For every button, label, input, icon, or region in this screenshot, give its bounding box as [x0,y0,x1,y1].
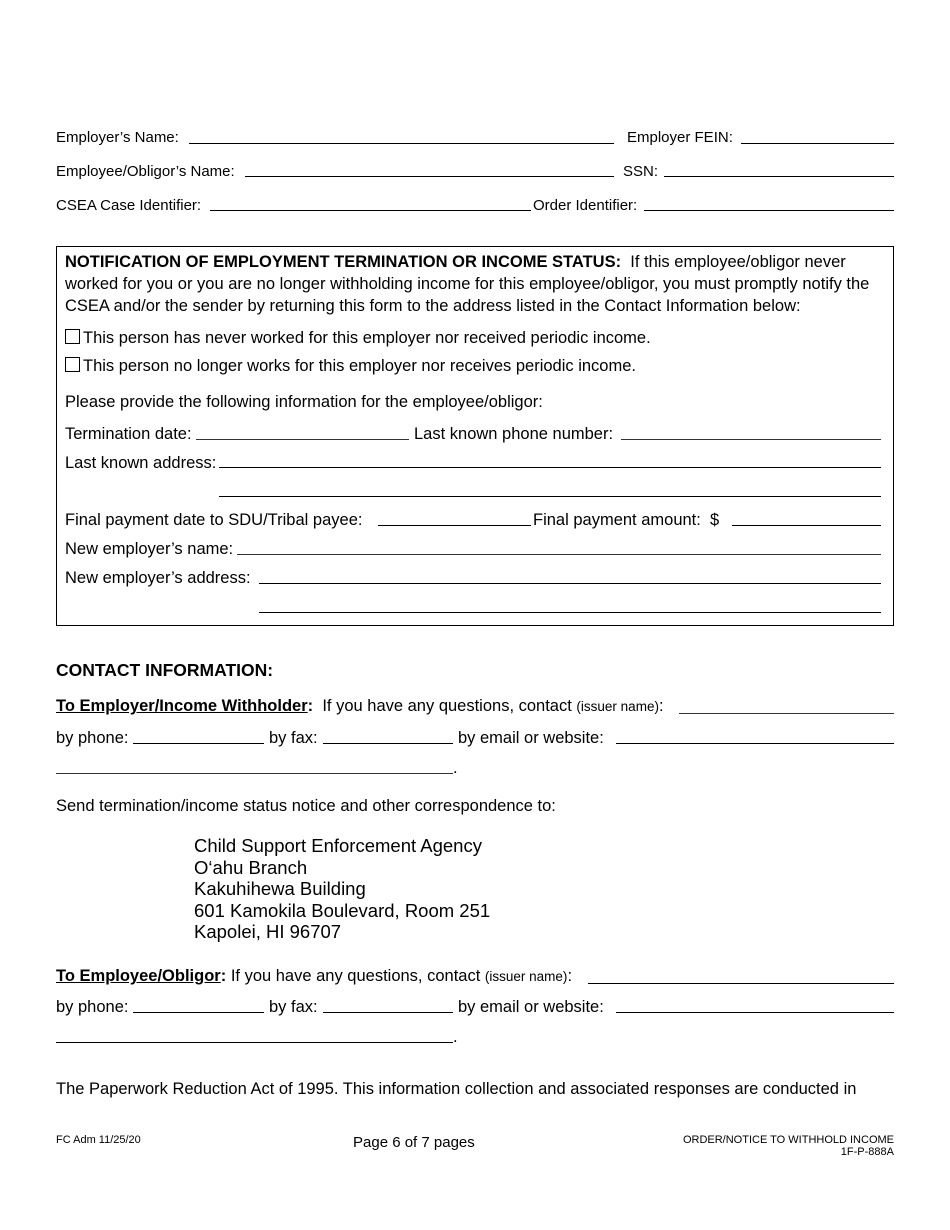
termination-date-label: Termination date: [65,425,192,443]
employee-email-field[interactable] [616,1012,894,1013]
checkbox-no-longer-works-label: This person no longer works for this employer nor receives periodic income. [83,357,636,375]
last-phone-field[interactable] [621,439,881,440]
employee-phone-field[interactable] [133,1012,264,1013]
employee-name-field[interactable] [245,176,614,177]
employee-email-field-continued[interactable] [56,1042,453,1043]
agency-address-line: Kakuhihewa Building [194,878,366,899]
order-identifier-field[interactable] [644,210,894,211]
contact-heading: CONTACT INFORMATION: [56,660,274,680]
employer-fein-field[interactable] [741,143,894,144]
last-address-field-2[interactable] [219,496,881,497]
csea-case-label: CSEA Case Identifier: [56,197,202,214]
checkbox-never-worked[interactable] [65,329,80,344]
employee-issuer-field[interactable] [588,983,894,984]
employer-email-field[interactable] [616,743,894,744]
footer-page-number: Page 6 of 7 pages [353,1134,475,1151]
checkbox-never-worked-label: This person has never worked for this employer nor received periodic income. [83,329,651,347]
new-employer-address-field-1[interactable] [259,583,881,584]
final-payment-amount-label [533,511,719,530]
employee-fax-field[interactable] [323,1012,453,1013]
employer-contact-colon: : [307,697,314,715]
employer-period: . [453,759,458,777]
provide-info-text: Please provide the following information for the employee/obligor: [65,393,543,411]
employee-contact-label: To Employee/Obligor [56,967,221,985]
footer-form-date: FC Adm 11/25/20 [56,1134,141,1146]
ssn-label: SSN: [623,163,659,180]
checkbox-no-longer-works[interactable] [65,357,80,372]
order-identifier-label: Order Identifier: [533,197,638,214]
employer-name-label: Employer’s Name: [56,129,179,146]
employer-fein-label: Employer FEIN: [627,129,733,146]
employer-questions-text: If you have any questions, contact [322,697,572,715]
new-employer-name-label: New employer’s name: [65,540,234,558]
agency-address-line: O‘ahu Branch [194,856,308,878]
final-payment-date-field[interactable] [378,525,531,526]
final-payment-amount-text: Final payment amount: [533,511,701,529]
termination-date-field[interactable] [196,439,409,440]
checkbox-row-never-worked [65,329,651,348]
csea-case-field[interactable] [210,210,531,211]
employer-issuer-name: (issuer name) [576,699,659,714]
agency-address-line: Kapolei, HI 96707 [194,921,342,942]
employee-name-label: Employee/Obligor’s Name: [56,163,235,180]
employer-issuer-field[interactable] [679,713,894,714]
employer-phone-field[interactable] [133,743,264,744]
employee-fax-label: by fax: [269,998,318,1016]
new-employer-name-field[interactable] [237,554,881,555]
agency-address [194,835,490,943]
notification-intro-text: If this employee/obligor never worked for you or you are no longer withholding income for this employee/obligor, you must promptly notify the CSEA and/or the sender by returning this form to the address listed in the Contact Information below: [65,253,870,315]
employer-contact-row: To Employer/Income Withholder: If you have any questions, contact (issuer name): [56,697,664,715]
currency-symbol: $ [710,511,720,529]
last-address-label: Last known address: [65,454,217,472]
employee-issuer-name: (issuer name) [484,969,568,984]
last-address-field-1[interactable] [219,467,881,468]
paperwork-text: The Paperwork Reduction Act of 1995. This information collection and associated responses are conducted in [56,1080,857,1098]
employee-email-label: by email or website: [458,998,604,1016]
footer-form-title [683,1134,894,1158]
notification-heading: NOTIFICATION OF EMPLOYMENT TERMINATION OR INCOME STATUS: [65,253,622,271]
employer-phone-label: by phone: [56,729,129,747]
employer-contact-label: To Employer/Income Withholder [56,697,308,715]
final-payment-date-label: Final payment date to SDU/Tribal payee: [65,511,363,529]
employee-contact-row: To Employee/Obligor: If you have any questions, contact (issuer name): [56,967,573,985]
new-employer-address-field-2[interactable] [259,612,881,613]
employer-fax-field[interactable] [323,743,453,744]
employee-contact-colon: : [220,967,227,985]
ssn-field[interactable] [664,176,894,177]
agency-address-line: Child Support Enforcement Agency [194,835,482,856]
employer-name-field[interactable] [189,143,614,144]
send-text: Send termination/income status notice and other correspondence to: [56,797,556,815]
employer-email-label: by email or website: [458,729,604,747]
new-employer-address-label: New employer’s address: [65,569,251,587]
employee-questions-text: If you have any questions, contact [230,967,481,985]
checkbox-row-no-longer-works [65,357,636,376]
final-payment-amount-field[interactable] [732,525,881,526]
employee-phone-label: by phone: [56,998,129,1016]
last-phone-label: Last known phone number: [414,425,614,443]
employee-period: . [453,1028,458,1046]
notification-intro [65,251,885,317]
footer-form-number: 1F-P-888A [840,1146,894,1158]
employer-fax-label: by fax: [269,729,318,747]
employer-email-field-continued[interactable] [56,773,453,774]
agency-address-line: 601 Kamokila Boulevard, Room 251 [194,899,491,921]
footer-form-title-line1: ORDER/NOTICE TO WITHHOLD INCOME [682,1134,894,1146]
